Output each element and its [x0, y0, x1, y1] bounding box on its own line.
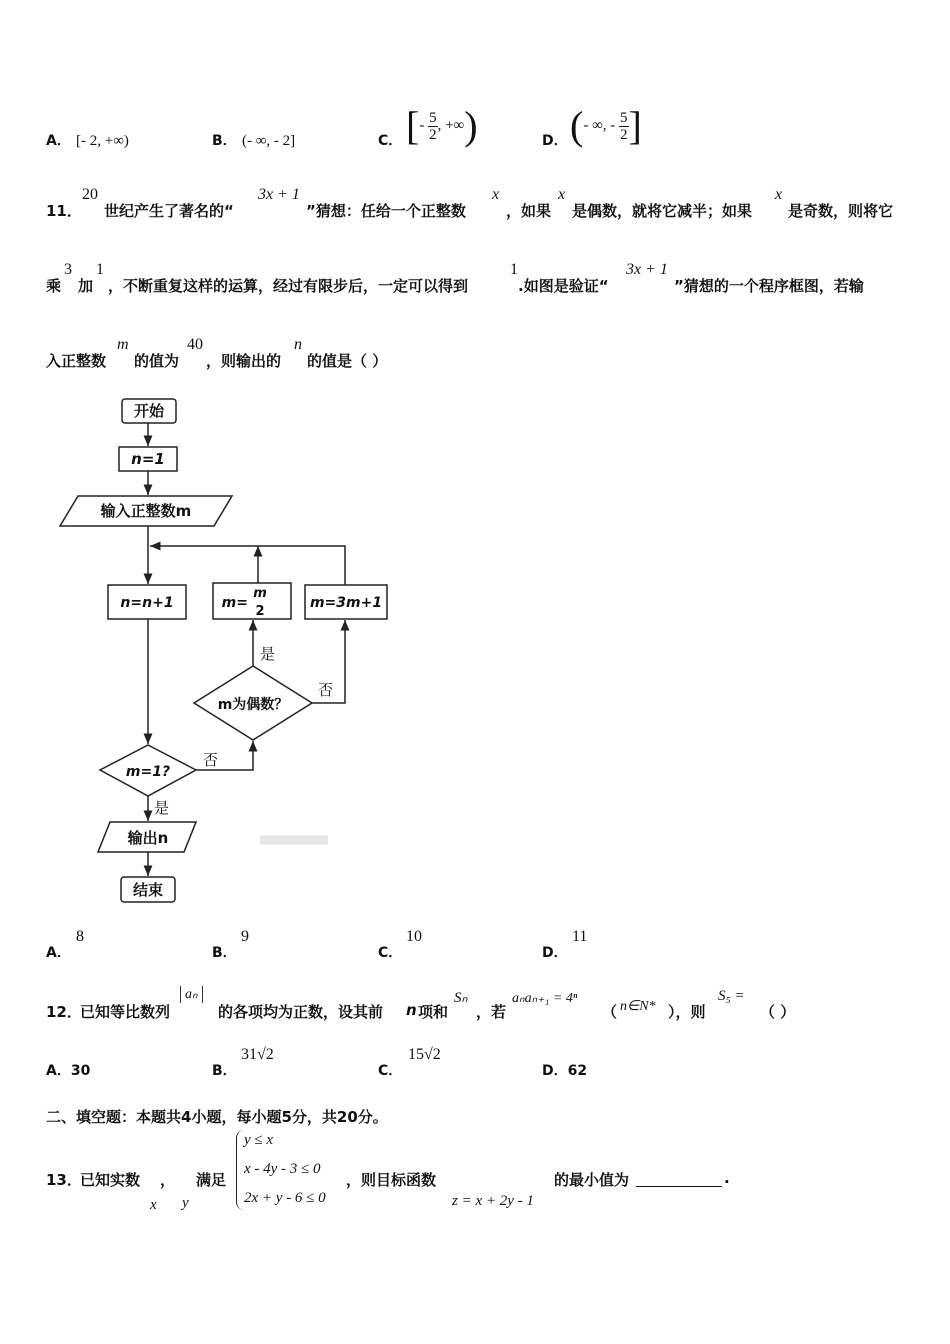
q13-text-1: 已知实数	[80, 1171, 141, 1189]
flow-yes-even: 是	[260, 645, 276, 663]
flow-half-den: 2	[255, 604, 265, 619]
q12-text-4: ，若	[476, 1003, 507, 1021]
q12-n: n	[406, 1001, 417, 1019]
q12-condition: aₙaₙ₊₁ = 4ⁿ	[512, 991, 578, 1006]
flowchart	[40, 390, 383, 910]
q10-option-a-value: [- 2, +∞)	[76, 133, 129, 149]
q12-text-5: （	[602, 1003, 618, 1021]
flow-half-label: m=	[221, 595, 248, 611]
q13-x: x	[150, 1197, 157, 1213]
q11-math-1: 1	[96, 261, 104, 278]
q12-option-d: D．62	[542, 1063, 588, 1079]
q11-text-14: 的值是（ ）	[307, 352, 388, 370]
q11-math-n: n	[294, 336, 302, 353]
q13-text-3: ，则目标函数	[346, 1171, 437, 1189]
q13-objective: z = x + 2y - 1	[452, 1193, 534, 1209]
q11-math-3: 3	[64, 261, 72, 278]
flow-odd-label: m=3m+1	[309, 595, 383, 611]
q13-text-4: 的最小值为	[554, 1171, 630, 1189]
q11-text-10: ”猜想的一个程序框图，若输	[674, 277, 864, 295]
flow-even-label: m为偶数？	[217, 697, 289, 713]
q12-domain: n∈N*	[620, 999, 656, 1014]
q11-math-x-3: x	[775, 186, 783, 203]
flow-output-label: 输出n	[127, 829, 169, 847]
q11-number: 11．	[46, 202, 82, 220]
q12-option-b-value: 31√2	[241, 1046, 274, 1063]
q13-constraint-1: y ≤ x	[244, 1132, 274, 1148]
flow-one-label: m=1?	[125, 764, 171, 780]
q12-text-1: 已知等比数列	[80, 1003, 171, 1021]
q12-option-b-label: B．	[212, 1063, 237, 1079]
q11-text-12: 的值为	[134, 352, 180, 370]
flow-inc-label: n=n+1	[120, 595, 174, 611]
q13-end: .	[724, 1169, 730, 1187]
q13-number: 13．	[46, 1171, 82, 1189]
q11-math-x-2: x	[558, 186, 566, 203]
q12-number: 12．	[46, 1003, 82, 1021]
q13-separator: ，	[160, 1171, 176, 1189]
q11-math-x-1: x	[492, 186, 500, 203]
q13-text-2: 满足	[196, 1171, 227, 1189]
q11-math-3x1: 3x + 1	[258, 186, 300, 203]
q12-text-3: 项和	[418, 1003, 449, 1021]
q11-math-1b: 1	[510, 261, 518, 278]
q11-text-11: 入正整数	[46, 352, 107, 370]
q11-text-9: .如图是验证“	[518, 277, 609, 295]
q11-text-6: 乘	[46, 277, 62, 295]
q10-option-c-value: [- $\frac{5}{2}$ , +∞)	[406, 103, 478, 148]
flow-start-label: 开始	[133, 402, 165, 420]
q12-option-c-label: C．	[378, 1063, 403, 1079]
q12-s5: S₅ =	[718, 988, 745, 1004]
q10-option-b-label: B．	[212, 133, 237, 149]
q11-option-c-value: 10	[406, 928, 422, 945]
q11-option-b-value: 9	[241, 928, 249, 945]
q13-y: y	[182, 1195, 189, 1211]
q11-text-3: ，如果	[506, 202, 552, 220]
q11-math-40: 40	[187, 336, 203, 353]
q11-text-1: 世纪产生了著名的“	[104, 202, 234, 220]
q11-text-13: ，则输出的	[206, 352, 282, 370]
flow-no-one: 否	[203, 751, 219, 769]
q11-option-d-value: 11	[572, 928, 588, 945]
q11-math-m: m	[117, 336, 129, 353]
q11-option-c-label: C．	[378, 945, 403, 961]
q12-option-a: A．30	[46, 1063, 91, 1079]
flow-half-num: m	[253, 586, 267, 601]
q12-option-c-value: 15√2	[408, 1046, 441, 1063]
section-two-heading: 二、填空题：本题共4小题，每小题5分，共20分。	[46, 1108, 388, 1126]
q10-option-d-label: D．	[542, 133, 568, 149]
flow-no-even: 否	[318, 681, 334, 699]
q11-option-d-label: D．	[542, 945, 568, 961]
q11-text-5: 是奇数，则将它	[788, 202, 894, 220]
q11-option-a-value: 8	[76, 928, 84, 945]
q11-math-20: 20	[82, 186, 98, 203]
q12-sn: Sₙ	[454, 990, 468, 1006]
q11-text-2: ”猜想：任给一个正整数	[306, 202, 466, 220]
q11-math-3x1b: 3x + 1	[626, 261, 668, 278]
q10-option-c-label: C．	[378, 133, 403, 149]
q12-seq: aₙ	[180, 986, 203, 1003]
q11-option-a-label: A．	[46, 945, 71, 961]
flow-input-label: 输入正整数m	[100, 502, 192, 520]
q13-constraint-3: 2x + y - 6 ≤ 0	[244, 1190, 326, 1206]
flow-init-label: n=1	[131, 450, 165, 468]
q11-text-4: 是偶数，就将它减半；如果	[572, 202, 753, 220]
q13-answer-blank[interactable]	[636, 1168, 722, 1187]
q12-text-7: （ ）	[760, 1003, 796, 1021]
q11-option-b-label: B．	[212, 945, 237, 961]
q12-text-2: 的各项均为正数，设其前	[218, 1003, 384, 1021]
flow-yes-one: 是	[154, 799, 170, 817]
q13-constraint-2: x - 4y - 3 ≤ 0	[244, 1161, 321, 1177]
q11-text-7: 加	[78, 277, 94, 295]
q10-option-b-value: (- ∞, - 2]	[242, 133, 296, 149]
flow-end-label: 结束	[132, 881, 164, 899]
q10-option-a-label: A．	[46, 133, 71, 149]
q10-option-d-value: (- ∞, - $\frac{5}{2}$ ]	[570, 103, 642, 148]
q11-text-8: ，不断重复这样的运算，经过有限步后，一定可以得到	[108, 277, 469, 295]
q12-text-6: ），则	[668, 1003, 706, 1021]
